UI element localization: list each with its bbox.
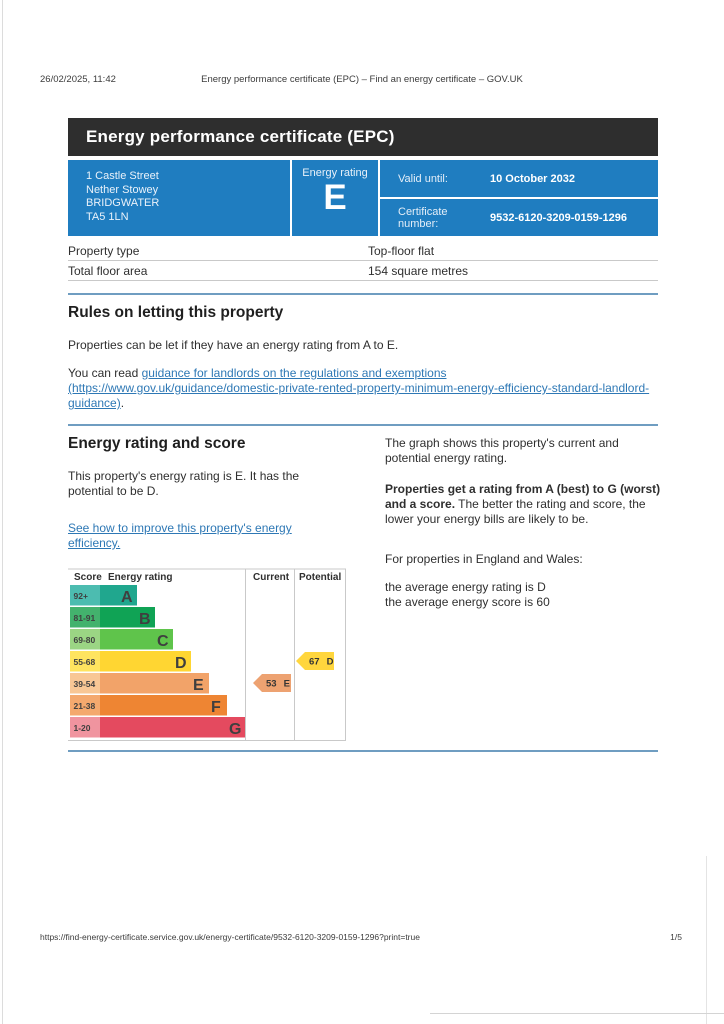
- current-rating-arrow-label: 53 E: [266, 678, 290, 690]
- rules-paragraph-prefix: You can read: [68, 366, 142, 380]
- improve-efficiency-link[interactable]: See how to improve this property's energy efficiency.: [68, 521, 292, 550]
- table-row: [68, 261, 658, 281]
- average-values: [385, 580, 662, 610]
- chart-column-header: Current: [253, 572, 290, 583]
- graph-description-paragraph: The graph shows this property's current and potential energy rating.: [385, 436, 619, 465]
- score-range-label: 69-80: [73, 635, 96, 645]
- page-number: 1/5: [670, 932, 682, 942]
- floor-area-label: Total floor area: [68, 263, 148, 278]
- scan-artifact-line: [706, 856, 707, 1024]
- score-range-label: 21-38: [73, 701, 96, 711]
- address-line: TA5 1LN: [86, 210, 129, 223]
- energy-rating-label: Energy rating: [302, 167, 368, 179]
- banner-title: Energy performance certificate (EPC): [86, 127, 395, 146]
- average-score-line: the average energy score is 60: [385, 595, 550, 609]
- scan-artifact-line: [430, 1013, 724, 1014]
- rules-heading: Rules on letting this property: [68, 304, 284, 321]
- energy-rating-heading: Energy rating and score: [68, 435, 246, 452]
- certificate-number-label: Certificate number:: [398, 205, 448, 230]
- band-rating-letter: A: [121, 589, 133, 606]
- score-range-label: 1-20: [73, 723, 91, 733]
- epc-chart: [68, 568, 350, 750]
- address-line: BRIDGWATER: [86, 197, 160, 209]
- rating-explanation-paragraph: [385, 482, 662, 527]
- section-divider: [68, 424, 658, 426]
- england-wales-paragraph: For properties in England and Wales:: [385, 552, 583, 566]
- table-row: [68, 241, 658, 261]
- property-details-table: [68, 241, 658, 281]
- scan-artifact-line: [2, 0, 3, 1024]
- rules-paragraph: [68, 366, 658, 411]
- chart-column-header: Energy rating: [108, 572, 173, 583]
- chart-column-header: Potential: [299, 572, 342, 583]
- section-divider: [68, 750, 658, 752]
- certificate-url: https://find-energy-certificate.service.gov.uk/energy-certificate/9532-6120-3209-0159-1296?print=true: [40, 932, 420, 942]
- average-rating-line: the average energy rating is D: [385, 580, 546, 594]
- valid-until-label: Valid until:: [398, 172, 448, 185]
- summary-card: [68, 160, 658, 236]
- address-line: Nether Stowey: [86, 183, 159, 196]
- print-datetime: 26/02/2025, 11:42: [40, 74, 116, 85]
- energy-rating-value: E: [323, 178, 347, 217]
- epc-chart-container: [68, 568, 350, 750]
- band-rating-letter: F: [211, 699, 221, 716]
- valid-until-row: [380, 160, 658, 197]
- epc-band-bar: [100, 695, 227, 716]
- rating-explanation-rest: The better the rating and score, the lower your energy bills are likely to be.: [385, 497, 646, 526]
- print-title: Energy performance certificate (EPC) – Find an energy certificate – GOV.UK: [201, 74, 523, 85]
- address-line: 1 Castle Street: [86, 170, 159, 182]
- property-type-label: Property type: [68, 243, 140, 258]
- epc-band-bar: [100, 717, 245, 738]
- rating-summary-paragraph: This property's energy rating is E. It has the potential to be D.: [68, 469, 300, 498]
- property-address: [68, 160, 290, 236]
- certificate-banner: [68, 118, 658, 156]
- potential-rating-arrow-label: 67 D: [309, 656, 334, 668]
- band-rating-letter: G: [229, 721, 242, 738]
- rating-explanation-bold: Properties get a rating from A (best) to G (worst) and a score.: [385, 482, 661, 511]
- floor-area-value: 154 square metres: [368, 263, 469, 278]
- print-header: [40, 74, 684, 88]
- band-rating-letter: B: [139, 611, 151, 628]
- certificate-number-row: [380, 197, 658, 236]
- valid-until-value: 10 October 2032: [490, 172, 575, 185]
- section-divider: [68, 293, 658, 295]
- rules-paragraph-suffix: .: [120, 396, 125, 410]
- property-type-value: Top-floor flat: [368, 243, 435, 258]
- band-rating-letter: D: [175, 655, 187, 672]
- landlord-guidance-link[interactable]: guidance for landlords on the regulations and exemptions (https://www.gov.uk/guidance/domestic-private-rented-property-minimum-energy-efficiency-standard-landlord-guidance): [68, 366, 650, 410]
- score-range-label: 39-54: [73, 679, 96, 689]
- energy-rating-box: [290, 160, 378, 236]
- certificate-details: [378, 160, 658, 236]
- score-range-label: 81-91: [73, 613, 96, 623]
- chart-column-header: Score: [74, 572, 102, 583]
- score-range-label: 55-68: [73, 657, 96, 667]
- rules-paragraph: Properties can be let if they have an energy rating from A to E.: [68, 338, 399, 352]
- band-rating-letter: C: [157, 633, 169, 650]
- certificate-number-value: 9532-6120-3209-0159-1296: [490, 211, 628, 224]
- score-range-label: 92+: [73, 591, 88, 601]
- band-rating-letter: E: [193, 677, 204, 694]
